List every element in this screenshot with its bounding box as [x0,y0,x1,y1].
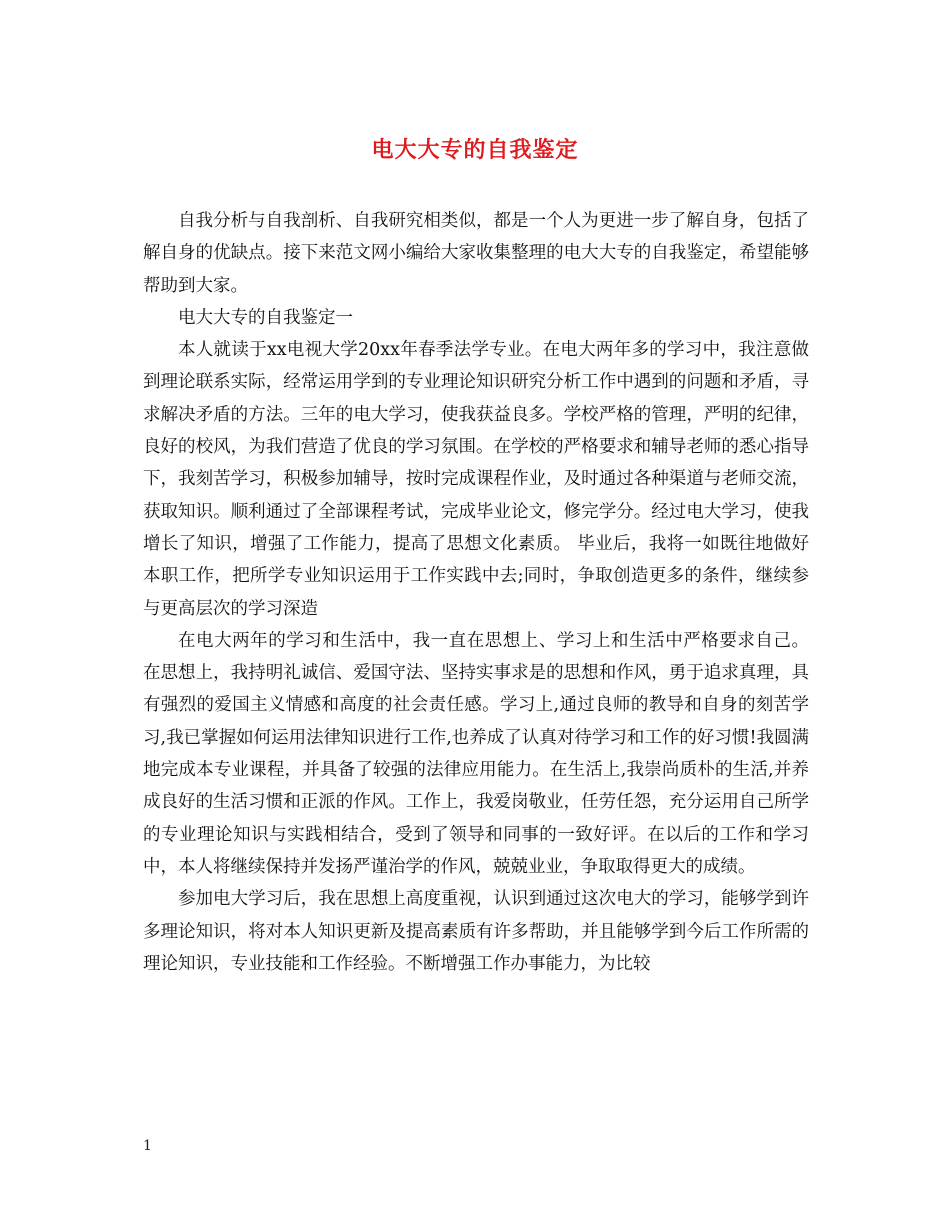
section-heading: 电大大专的自我鉴定一 [178,307,353,328]
body-paragraph: 参加电大学习后，我在思想上高度重视，认识到通过这次电大的学习，能够学到许多理论知识，将对本人知识更新及提高素质有许多帮助，并且能够学到今后工作所需的理论知识，专业技能和工作经验。不断增强工作办事能力，为比较 [143,889,809,974]
intro-paragraph: 自我分析与自我剖析、自我研究相类似，都是一个人为更进一步了解自身，包括了解自身的优缺点。接下来范文网小编给大家收集整理的电大大专的自我鉴定，希望能够帮助到大家。 [143,211,809,296]
body-paragraph: 在电大两年的学习和生活中，我一直在思想上、学习上和生活中严格要求自己。 在思想上，我持明礼诚信、爱国守法、坚持实事求是的思想和作风，勇于追求真理，具有强烈的爱国主义情感和高度的社会责任感。学习上,通过良师的教导和自身的刻苦学习,我已掌握如何运用法律知识进行工作,也养成了认真对待学习和工作的好习惯!我圆满地完成本专业课程，并具备了较强的法律应用能力。在生活上,我崇尚质朴的生活,并养成良好的生活习惯和正派的作风。工作上，我爱岗敬业，任劳任怨，充分运用自己所学的专业理论知识与实践相结合，受到了领导和同事的一致好评。在以后的工作和学习中，本人将继续保持并发扬严谨治学的作风，兢兢业业，争取取得更大的成绩。 [143,630,809,877]
page-number: 1 [143,1138,152,1154]
page-title: 电大大专的自我鉴定 [371,137,579,163]
body-paragraph: 本人就读于xx电视大学20xx年春季法学专业。在电大两年多的学习中，我注意做到理论联系实际，经常运用学到的专业理论知识研究分析工作中遇到的问题和矛盾，寻求解决矛盾的方法。三年的电大学习，使我获益良多。学校严格的管理，严明的纪律，良好的校风，为我们营造了优良的学习氛围。在学校的严格要求和辅导老师的悉心指导下，我刻苦学习，积极参加辅导，按时完成课程作业，及时通过各种渠道与老师交流，获取知识。顺利通过了全部课程考试，完成毕业论文，修完学分。经过电大学习，使我增长了知识，增强了工作能力，提高了思想文化素质。 毕业后，我将一如既往地做好本职工作，把所学专业知识运用于工作实践中去;同时，争取创造更多的条件，继续参与更高层次的学习深造 [143,340,809,619]
document-body [143,205,809,980]
